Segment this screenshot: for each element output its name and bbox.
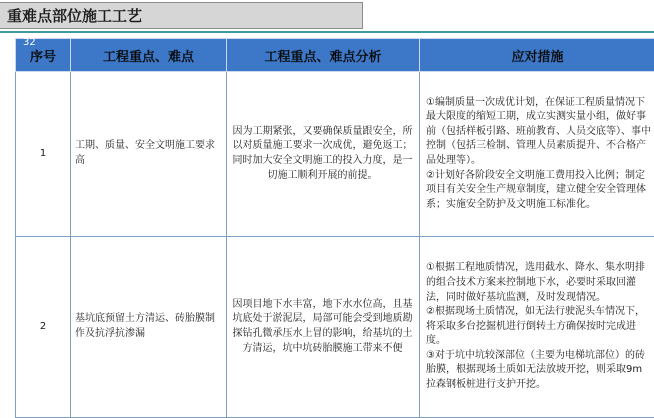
measure-paragraph: ①编制质量一次成优计划，在保证工程质量情况下最大限度的缩短工期，成立实测实量小组，做好事前（包括样板引路、班前教育、人员交底等）、事中控制（包括三检制、管理人员素质提升、不合格产品处理等）。 xyxy=(426,96,652,169)
table-row xyxy=(16,237,654,418)
header-measures: 应对措施 xyxy=(420,39,654,72)
measure-paragraph: ②计划好各阶段安全文明施工费用投入比例；制定项目有关安全生产规章制度，建立健全安全管理体系；实施安全防护及文明施工标准化。 xyxy=(426,169,652,213)
key-point-cell: 基坑底预留土方清运、砖胎膜制作及抗浮抗渗漏 xyxy=(71,237,227,418)
table-row xyxy=(16,72,654,237)
page-number: 32 xyxy=(23,37,36,49)
header-no: 序号 xyxy=(16,39,71,72)
header-analysis: 工程重点、难点分析 xyxy=(227,39,420,72)
measure-paragraph: ③对于坑中坑较深部位（主要为电梯坑部位）的砖胎膜，根据现场土质如无法放坡开挖，则采取9m拉森钢板桩进行支护开挖。 xyxy=(426,349,652,393)
key-point-cell: 工期、质量、安全文明施工要求高 xyxy=(71,72,227,237)
measure-paragraph: ②根据现场土质情况，如无法行驶泥头车情况下，将采取多台挖掘机进行倒转土方确保按时完成进度。 xyxy=(426,305,652,349)
table-header-row xyxy=(16,39,654,72)
measures-cell xyxy=(420,237,654,418)
construction-table-container xyxy=(15,38,654,418)
analysis-cell: 因为工期紧张，又要确保质量跟安全，所以对质量施工要求一次成优，避免返工；同时加大安全文明施工的投入力度，是一切施工顺利开展的前提。 xyxy=(227,72,420,237)
row-number: 2 xyxy=(16,237,71,418)
measures-cell xyxy=(420,72,654,237)
row-number: 1 xyxy=(16,72,71,237)
measure-paragraph: ①根据工程地质情况，选用截水、降水、集水明排的组合技术方案来控制地下水，必要时采取回灌法，同时做好基坑监测，及时发现情况。 xyxy=(426,261,652,305)
header-item: 工程重点、难点 xyxy=(71,39,227,72)
analysis-cell: 因项目地下水丰富，地下水水位高，且基坑底处于淤泥层，局部可能会受到地质勘探钻孔微承压水上冒的影响，给基坑的土方清运，坑中坑砖胎膜施工带来不便 xyxy=(227,237,420,418)
header-divider-line xyxy=(0,31,654,33)
title-bar xyxy=(0,2,363,29)
page-title: 重难点部位施工工艺 xyxy=(7,6,142,26)
construction-table xyxy=(15,38,654,418)
